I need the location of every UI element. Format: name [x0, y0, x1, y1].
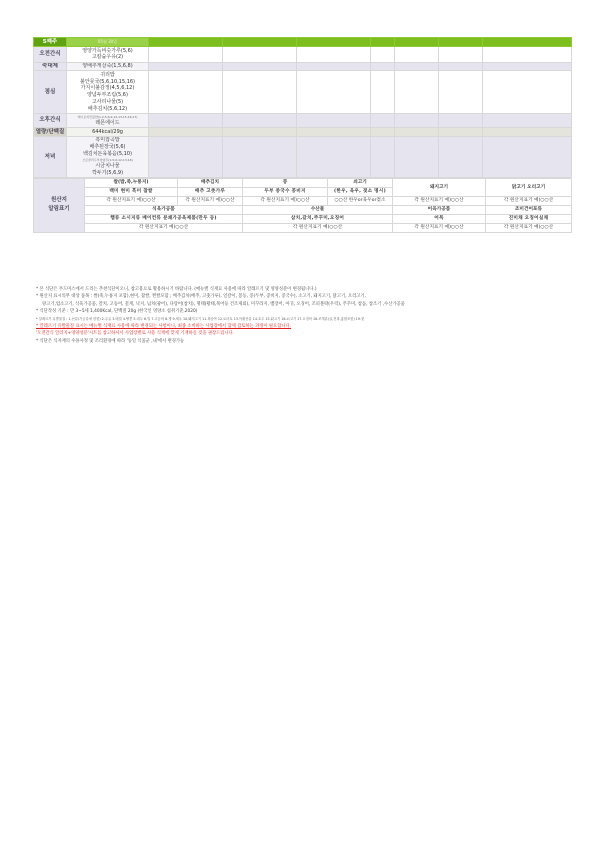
meal-label: 열량/단백질: [34, 127, 67, 136]
header-row: [34, 38, 572, 47]
menu-item: 흑미잡곡밥: [95, 137, 120, 144]
menu-item: 귀리밥: [100, 71, 115, 78]
origin-note: 각 원산지표기 예)○○산: [486, 196, 572, 205]
menu-item: 깍두기(5,6,9): [91, 169, 124, 176]
meal-label: 점심: [34, 71, 67, 114]
origin-poultry: 닭고기 오리고기: [486, 178, 572, 196]
allergen-warning: * 알레르기 유발물질 표시는 메뉴별 식재료 사용에 따라 변경되는 사항이니, 최종 소비하는 사업장에서 함께 검토하는 과정이 필요합니다.: [36, 324, 292, 330]
origin-rice: 쌀(밥,죽,누룽지): [85, 178, 178, 187]
meal-label: 오전간식: [34, 47, 67, 63]
menu-sheet: [33, 37, 571, 233]
origin-note: 각 원산지표기 예)○○산: [486, 223, 572, 232]
origin-label: 원산지 알림표기: [34, 178, 85, 232]
meal-items: [67, 62, 149, 71]
meal-row: [34, 71, 572, 114]
origin-beef: 쇠고기: [328, 178, 393, 187]
menu-item: 배추김치(5,6,12): [87, 105, 128, 112]
meal-items: [67, 136, 149, 177]
meal-items: [67, 127, 149, 136]
origin-note: ○○산 한우or육우or젖소: [328, 196, 393, 205]
allergen-list: * 알레르기 유발물질 : 1.난류(가금류에 한함) 2.우유 3.메밀 4.땅콩 5.대두 6.밀 7.고등어 8.게 9.새우 10.돼지고기 11.복숭아 12.토마토 13.아황산류 14.호두 15.닭고기 16.쇠고기 17.오징어 18.조개류(굴,전복,홍합포함) 19.잣: [36, 316, 365, 321]
menu-item: 고칼슘우유(2): [91, 54, 124, 61]
menu-item: 시금치나물: [95, 162, 120, 169]
origin-note: 각 원산지표기 예)○○산: [243, 196, 328, 205]
allergen-guide: '오전간식 알러지+영양성분'시트를 참고하셔서 사업장별로 사용 식재에 맞게 기재하실 것을 권장드립니다.: [36, 331, 235, 337]
day-date: 05월 30일: [67, 38, 149, 47]
origin-table: [33, 178, 572, 233]
meal-row: [34, 114, 572, 128]
meal-row: [34, 62, 572, 71]
origin-bean-types: 두부 중국수 콩비지: [243, 187, 328, 196]
menu-item: 배추된장국(5,6): [89, 144, 126, 151]
origin-dried-seafood-types: 진미채 오징어실채: [486, 214, 572, 223]
note-line: * 식단작성 기준 : 만 3~5세 1,400Kcal, 단백질 20g (한국인 영양소 섭취기준,2020): [36, 309, 198, 315]
origin-processed-meat: 식육가공품: [85, 205, 243, 214]
origin-pork: 돼지고기: [393, 178, 486, 196]
origin-processed-meat-types: 햄류 소시지류 베이컨류 분쇄가공육제품(만두 등): [85, 214, 243, 223]
menu-item: 가지이불감정(4,5,6,12): [80, 85, 135, 92]
week-label: 5째주: [34, 38, 67, 47]
menu-table: [33, 37, 572, 178]
menu-item: 고사리나물(5): [91, 99, 124, 106]
origin-note: 각 원산지표기 예)○○산: [85, 223, 243, 232]
meal-items: [67, 47, 149, 63]
meal-label: 저녁: [34, 136, 67, 177]
meal-row: [34, 136, 572, 177]
note-line: * 본 식단은 푸드미스에서 드리는 추천식단이오니, 참고용으로 활용하시기 바랍니다. (매뉴별 식재료 사용에 따라 알레르기 및 영양성분이 변경됩니다.): [36, 287, 317, 292]
origin-seafood: 수산물: [243, 205, 393, 214]
origin-beef-types: (한우, 육우, 젖소 명시): [328, 187, 393, 196]
menu-item: 644kcal/29g: [92, 128, 123, 135]
note-line: 양고기,염소고기, 식육가공품, 갈치, 고등어, 꽃게, 낙지, 넙치(광어), 다랑어(참치), 명태(황태,북어등 건조제외), 미꾸라지, 뱀장어, 아귀, 오징어, 조피볼락(우럭), 주꾸미, 참돔, 참조기 ,수산가공품: [42, 301, 405, 307]
menu-item: 영양가득비슷가루(5,6): [82, 47, 133, 54]
menu-item: 메시로치킨볼반(1,2,5,6,9,12,13,15,16,17): [77, 114, 138, 119]
origin-seafood-types: 삼치,갈치,주꾸미,오징어: [243, 214, 393, 223]
origin-bean: 콩: [243, 178, 328, 187]
meal-items: [67, 114, 149, 128]
note-line: * 식단은 식자재의 수플사정 및 조리환경에 따라 '동일 식품군 ,내'에서 변경가능: [36, 338, 185, 344]
origin-fishcake: 어육가공품: [393, 205, 486, 214]
origin-note: 각 원산지표기 예)○○산: [393, 196, 486, 205]
origin-note: 각 원산지표기 예)○○산: [85, 196, 178, 205]
origin-note: 각 원산지표기 예)○○산: [178, 196, 243, 205]
meal-label: 죽대체: [34, 62, 67, 71]
origin-dried-seafood: 조미건어포류: [486, 205, 572, 214]
origin-fishcake-types: 어묵: [393, 214, 486, 223]
origin-kimchi: 배추김치: [178, 178, 243, 187]
meal-row: [34, 127, 572, 136]
menu-item: 양배추게살죽(1,5,6,8): [82, 63, 133, 70]
meal-items: [67, 71, 149, 114]
menu-item: 레몬에이드: [95, 119, 120, 126]
menu-item: 양념두부조림(5,6): [87, 92, 128, 99]
meal-row: [34, 47, 572, 63]
note-line: * 원산지 표시의무 대상 품목 : 쌀(죽,누룽지 포함),현미, 찹쌀, 찐쌀포함 ; 배추김치(배추, 고춧가루), 얼갈이, 봄동, 콩(두부, 콩비지, 콩국수), 소고기, 돼지고기, 닭고기, 오리고기,: [36, 294, 366, 300]
menu-item: 브로콜리두부양념무(1,5,6,12,13,16): [82, 157, 133, 162]
origin-note: 각 원산지표기 예)○○산: [393, 223, 486, 232]
origin-kimchi-types: 배추 고춧가루: [178, 187, 243, 196]
notes-section: [36, 286, 570, 345]
menu-item: 불안뭇국(5,6,10,15,16): [79, 78, 136, 85]
meal-label: 오후간식: [34, 114, 67, 128]
origin-rice-types: 백미 현미 흑미 찹쌀: [85, 187, 178, 196]
menu-item: 백김치돈육볶음(5,10): [83, 151, 132, 158]
origin-note: 각 원산지표기 예)○○산: [243, 223, 393, 232]
